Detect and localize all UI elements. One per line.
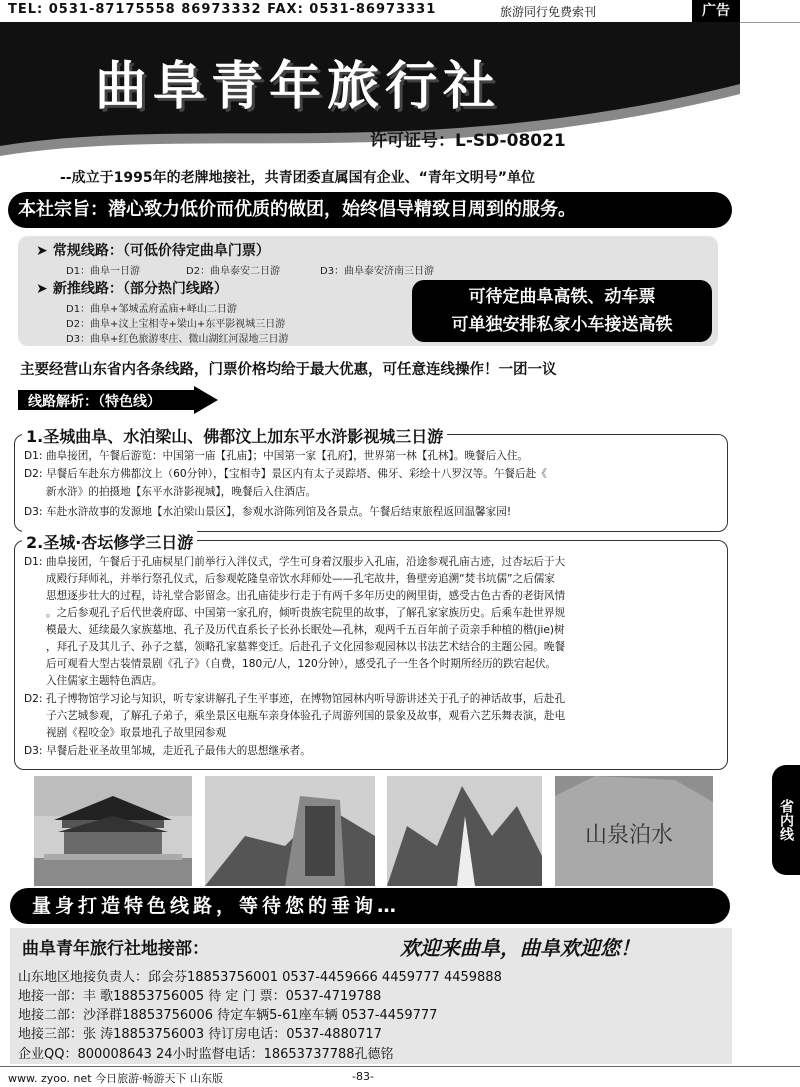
photo-mountain: [387, 776, 542, 886]
contact-line-1: 山东地区地接负责人：邱会芬18853756001 0537-4459666 4459777 4459888: [18, 970, 502, 985]
custom-route-banner: 量身打造特色线路，等待您的垂询…: [10, 888, 730, 924]
itinerary-2-title: 2.圣城·杏坛修学三日游: [22, 530, 197, 553]
ticket-line-2: 可单独安排私家小车接送高铁: [451, 315, 673, 335]
contact-line: TEL: 0531-87175558 86973332 FAX: 0531-86973331: [8, 2, 437, 17]
new-route-2: D2：曲阜+汶上宝相寺+梁山+东平影视城三日游: [66, 319, 286, 330]
side-tab-province: 省内线: [772, 765, 800, 875]
header-banner: [0, 22, 740, 165]
slogan: --成立于1995年的老牌地接社，共青团委直属国有企业、“青年文明号”单位: [60, 170, 535, 186]
footer-site: www. zyoo. net 今日旅游·畅游天下 山东版: [8, 1072, 224, 1085]
regular-route-1: D1：曲阜一日游: [66, 266, 141, 277]
contact-line-5: 企业QQ：800008643 24小时监督电话：18653737788孔德铭: [18, 1047, 394, 1062]
ticket-line-1: 可待定曲阜高铁、动车票: [468, 287, 656, 307]
arrow-icon: ➤: [36, 281, 48, 297]
itin2-day-line: 入住儒家主题特色酒店。: [46, 675, 163, 687]
regular-route-3: D3：曲阜泰安济南三日游: [320, 266, 435, 277]
photo-rock-carving: [555, 776, 713, 886]
itin2-day-line: 视剧《程咬金》取景地孔子故里园参观: [46, 727, 227, 739]
ad-tag: 广告: [692, 0, 740, 22]
contact-box: [10, 928, 732, 1064]
contact-title: 曲阜青年旅行社地接部：: [22, 939, 209, 959]
contact-line-4: 地接三部：张 涛18853756003 待订房电话：0537-4880717: [18, 1027, 382, 1042]
free-catalog-note: 旅游同行免费索刊: [500, 5, 597, 19]
itin2-day-line: 模最大、延续最久家族墓地、孔子及历代直系长子长孙长眠处—孔林，观两千五百年前子贡亲手种植的楷(jie)树: [46, 624, 565, 636]
footer: [0, 1066, 800, 1087]
svg-text:山泉泊水: 山泉泊水: [585, 823, 674, 848]
motto-banner: 本社宗旨：潜心致力低价而优质的做团，始终倡导精致目周到的服务。: [8, 192, 732, 228]
itinerary-1-title: 1.圣城曲阜、水泊梁山、佛都汶上加东平水浒影视城三日游: [22, 424, 447, 447]
photo-temple: [34, 776, 192, 886]
itin2-day-line: 后可观看大型古装情景剧《孔子》（自费，180元/人，120分钟），感受孔子一生各个时期所经历的跌宕起伏。: [46, 658, 557, 670]
itinerary-2-days: D1: 曲阜接团，午餐后于孔庙棂星门前举行入泮仪式，学生可身着汉服步入孔庙，沿途参观孔庙古迹，过杏坛后于大 成殿行拜师礼，并举行祭孔仪式，后参观乾隆皇帝饮水拜师处——孔宅故井，鲁壁旁追溯“焚书坑儒”之后儒家 思想逐步壮大的过程，诗礼堂合影留念。出孔庙徒步行走于有两千多年历史的阙里街，感受古色古香的老街风情 。之后参观孔子后代世袭府邸、中国第一家孔府，倾听贵族宅院里的故事，了解孔家家族历史。后乘车赴世界规 模最大、延续最久家族墓地、孔子及历代直系长子长孙长眠处—孔林，观两千五百年前子贡亲手种植的楷(jie)树 ，拜孔子及其儿子、孙子之墓，领略孔家墓葬变迁。后赴孔子文化园参观园林以书法艺术结合的主题公园。晚餐 后可观看大型古装情景剧《孔子》（自费，180元/人，120分钟），感受孔子一生各个时期所经历的跌宕起伏。 入住儒家主题特色酒店。 D2: 孔子博物馆学习论与知识，听专家讲解孔子生平事迹，在博物馆园林内听导游讲述关于孔子的神话故事，后赴孔 子六艺城参观，了解孔子弟子，乘坐景区电瓶车亲身体验孔子周游列国的景象及故事，观看六艺乐舞表演，赴电 视剧《程咬金》取景地孔子故里园参观 D3: 早餐后赴亚圣故里邹城，走近孔子最伟大的思想继承者。: [24, 554, 724, 764]
agency-title: 曲阜青年旅行社: [95, 57, 502, 117]
itin2-day-line: 思想逐步壮大的过程，诗礼堂合影留念。出孔庙徒步行走于有两千多年历史的阙里街，感受古色古香的老街风情: [46, 590, 566, 602]
analysis-arrow-label: [18, 386, 218, 414]
analysis-label-text: 线路解析：（特色线）: [28, 394, 161, 410]
contact-line-2: 地接一部：丰 歌18853756005 待 定 门 票：0537-4719788: [18, 989, 382, 1004]
itin2-day-line: 成殿行拜师礼，并举行祭孔仪式，后参观乾隆皇帝饮水拜师处——孔宅故井，鲁壁旁追溯“焚书坑儒”之后儒家: [46, 573, 555, 585]
top-bar: [0, 0, 800, 23]
regular-route-2: D2：曲阜泰安二日游: [186, 266, 281, 277]
itin2-day-line: ，拜孔子及其儿子、孙子之墓，领略孔家墓葬变迁。后赴孔子文化园参观园林以书法艺术结合的主题公园。晚餐: [46, 641, 566, 653]
new-route-1: D1：曲阜+邹城孟府孟庙+峄山二日游: [66, 304, 237, 315]
contact-line-3: 地接二部：沙泽群18853756006 待定车辆5-61座车辆 0537-4459777: [18, 1008, 438, 1023]
itin2-day-line: 。之后参观孔子后代世袭府邸、中国第一家孔府，倾听贵族宅院里的故事，了解孔家家族历史。后乘车赴世界规: [46, 607, 566, 619]
itin2-day-line: 曲阜接团，午餐后于孔庙棂星门前举行入泮仪式，学生可身着汉服步入孔庙，沿途参观孔庙古迹，过杏坛后于大: [46, 556, 566, 568]
arrow-icon: ➤: [36, 243, 48, 259]
itin2-day-line: 子六艺城参观，了解孔子弟子，乘坐景区电瓶车亲身体验孔子周游列国的景象及故事，观看六艺乐舞表演，赴电: [46, 710, 566, 722]
new-route-3: D3：曲阜+红色旅游枣庄、微山湖红河湿地三日游: [66, 334, 289, 345]
itin2-day-line: 早餐后赴亚圣故里邹城，走近孔子最伟大的思想继承者。: [46, 745, 311, 757]
main-statement: 主要经营山东省内各条线路，门票价格均给于最大优惠，可任意连线操作！一团一议: [20, 362, 557, 378]
itinerary-1-days: D1: 曲阜接团，午餐后游览：中国第一庙【孔庙】；中国第一家【孔府】，世界第一林【孔林】。晚餐后入住。 D2: 早餐后车赴东方佛都汶上（60分钟），【宝相寺】景区内有太子灵踪塔、佛牙、彩绘十八罗汉等。午餐后赴《 新水浒》的拍摄地【东平水浒影视城】，晚餐后入住酒店。 D3: 车赴水浒故事的发源地【水泊梁山景区】，参观水浒陈列馆及各景点。午餐后结束旅程返回温馨家园!: [24, 450, 547, 518]
welcome-slogan: 欢迎来曲阜，曲阜欢迎您！: [400, 936, 640, 960]
regular-routes-heading: ➤ 常规线路：（可低价待定曲阜门票）: [36, 243, 270, 259]
photo-stone-tablet: [205, 776, 375, 886]
page-number: -83-: [352, 1070, 374, 1083]
license-number: 许可证号：L-SD-08021: [370, 131, 566, 151]
itin2-day-line: 孔子博物馆学习论与知识，听专家讲解孔子生平事迹，在博物馆园林内听导游讲述关于孔子的神话故事，后赴孔: [46, 693, 566, 705]
ticket-service-box: [412, 280, 712, 342]
new-routes-heading: ➤ 新推线路：（部分热门线路）: [36, 281, 228, 297]
